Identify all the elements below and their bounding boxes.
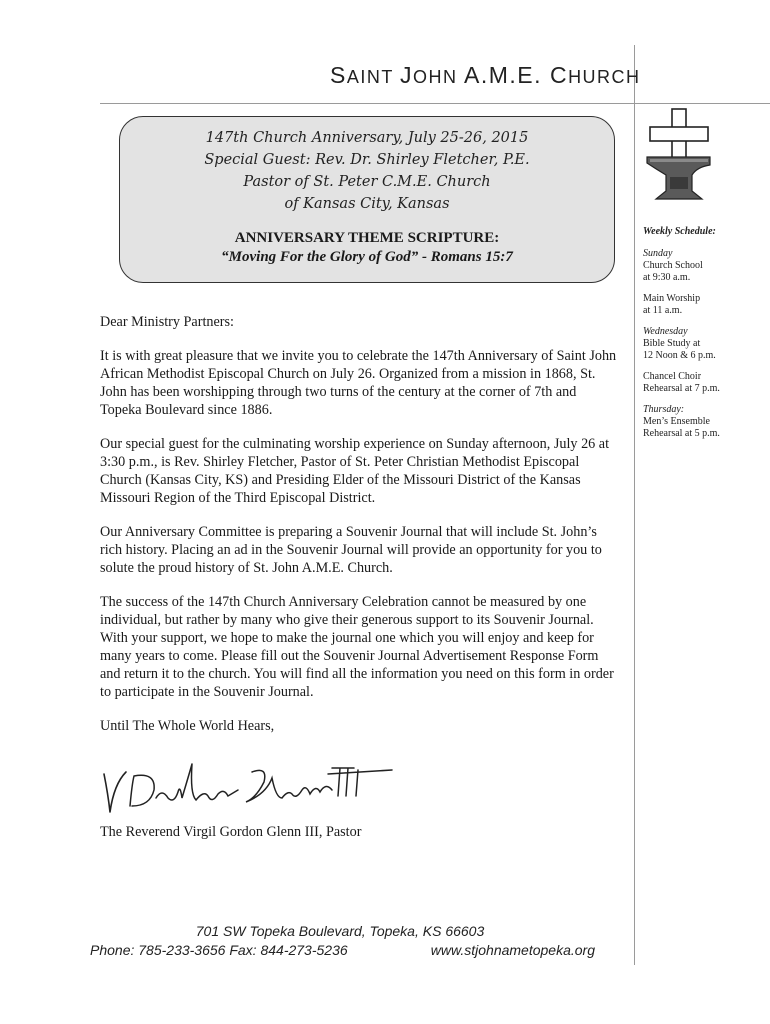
banner-line: 147th Church Anniversary, July 25-26, 2015 — [205, 130, 529, 146]
signer-name: The Reverend Virgil Gordon Glenn III, Pastor — [100, 824, 362, 840]
paragraph: Our Anniversary Committee is preparing a Souvenir Journal that will include St. John’s rich history. Placing an ad in the Souvenir Journal will provide an opportunity for you to solute the proud history of St. John A.M.E. Church. — [100, 524, 602, 576]
paragraph: It is with great pleasure that we invite you to celebrate the 147th Anniversary of Saint John African Methodist Episcopal Church on July 26. Organized from a mission in 1868, St. John has been worshipping through two turns of the century at the corner of 7th and Topeka Boulevard since 1886. — [100, 348, 617, 418]
paragraph: Our special guest for the culminating worship experience on Sunday afternoon, July 26 at 3:30 p.m., is Rev. Shirley Fletcher, Pastor of St. Peter Christian Methodist Episcopal Church (Kansas City, KS) and Presiding Elder of the Missouri District of the Kansas Missouri Region of the Third Episcopal District. — [100, 436, 610, 506]
footer-phone-fax: Phone: 785-233-3656 Fax: 844-273-5236 — [90, 942, 348, 958]
schedule-wednesday: Wednesday Bible Study at 12 Noon & 6 p.m. — [643, 326, 716, 361]
anniversary-banner — [119, 116, 615, 283]
theme-heading: ANNIVERSARY THEME SCRIPTURE: — [234, 230, 500, 246]
footer-website-link[interactable]: www.stjohnametopeka.org — [430, 942, 595, 958]
salutation: Dear Ministry Partners: — [100, 314, 234, 330]
schedule-title: Weekly Schedule: — [643, 226, 716, 237]
footer-address: 701 SW Topeka Boulevard, Topeka, KS 66603 — [195, 923, 485, 939]
banner-line: Pastor of St. Peter C.M.E. Church — [243, 174, 491, 190]
closing: Until The Whole World Hears, — [100, 718, 275, 734]
banner-line: Special Guest: Rev. Dr. Shirley Fletcher, P.E. — [204, 152, 530, 168]
schedule-chancel-choir: Chancel Choir Rehearsal at 7 p.m. — [643, 371, 720, 394]
header-rule — [100, 103, 770, 104]
footer-contact — [85, 941, 595, 960]
banner-line: of Kansas City, Kansas — [284, 196, 450, 212]
schedule-main-worship: Main Worship at 11 a.m. — [643, 293, 701, 316]
schedule-thursday: Thursday: Men’s Ensemble Rehearsal at 5 p.m. — [643, 404, 720, 439]
theme-scripture: “Moving For the Glory of God” - Romans 15:7 — [221, 249, 513, 265]
church-name: SAINT JOHN A.M.E. CHURCH — [330, 62, 641, 88]
cross-anvil-logo-icon — [642, 107, 717, 217]
letter-body — [100, 313, 620, 751]
schedule-sunday: Sunday Church School at 9:30 a.m. — [643, 248, 703, 283]
weekly-schedule — [643, 226, 768, 449]
paragraph: The success of the 147th Church Anniversary Celebration cannot be measured by one individual, but rather by many who give their generous support to its Souvenir Journal. With your support, we hope to make the journal one which you will enjoy and keep for many years to come. Please fill out the Souvenir Journal Advertisement Response Form and return it to the church. You will find all the information you need on this form in order to participate in the Souvenir Journal. — [100, 594, 614, 700]
sidebar-rule — [634, 45, 635, 965]
footer — [85, 922, 595, 960]
pastor-signature — [96, 754, 396, 816]
